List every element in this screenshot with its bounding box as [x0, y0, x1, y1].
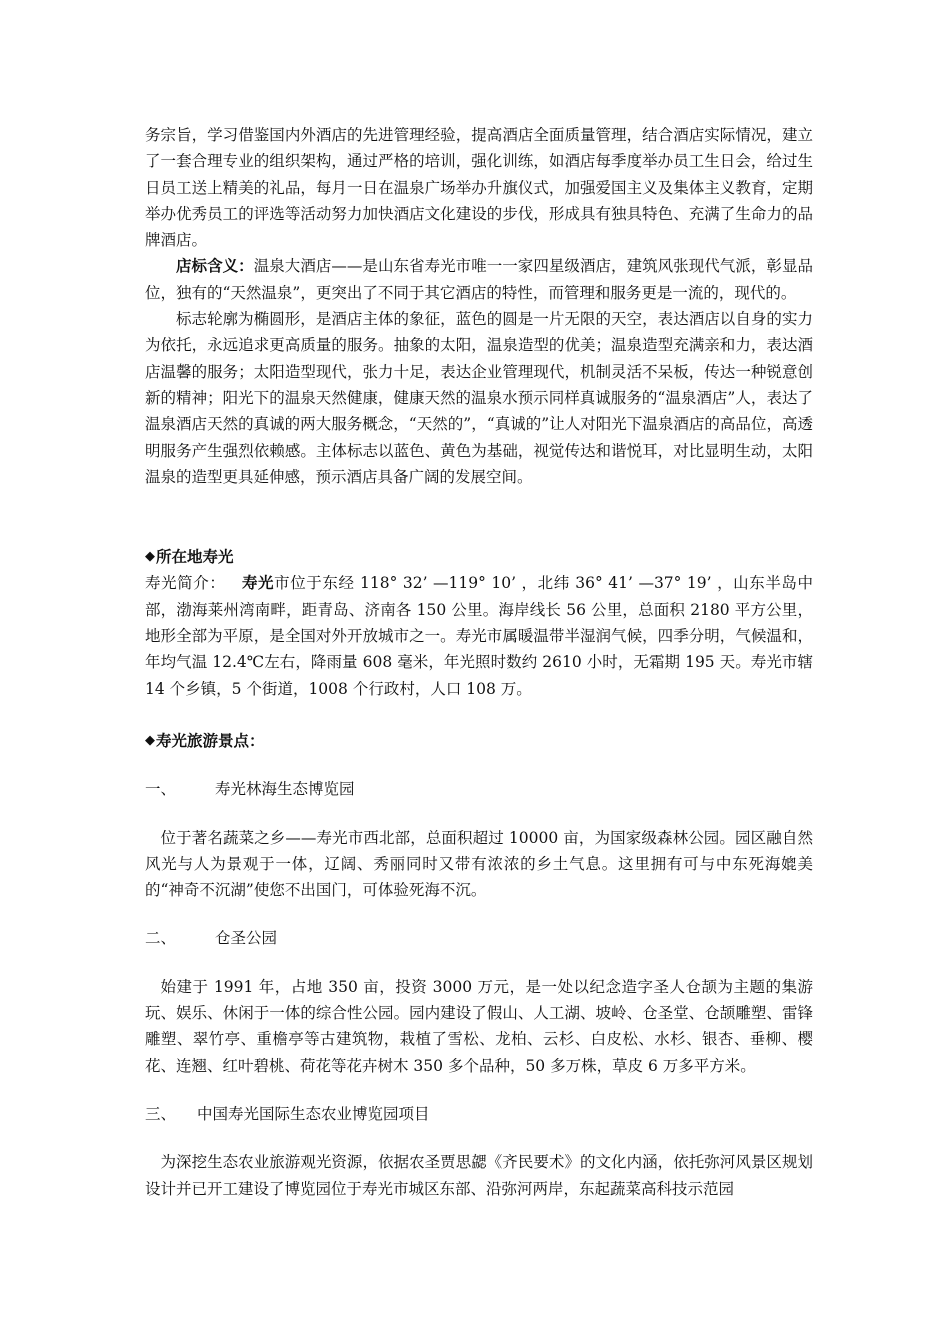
location-text: 市位于东经 118° 32’ —119° 10’ ，北纬 36° 41’ —37° 19’ ，山东半岛中部，渤海莱州湾南畔，距青岛、济南各 150 公里。海岸线长 56 公里，总面积 2180 平方公里，地形全部为平原，是全国对外开放城市之一。寿光市属暖温带半湿润气候，四季分明，气候温和，年均气温 12.4℃左右，降雨量 608 毫米，年光照时数约 2610 小时，无霜期 195 天。寿光市辖 14 个乡镇，5 个街道，1008 个行政村，人口 108 万。 — [145, 574, 813, 698]
location-heading-text: 所在地寿光 — [156, 547, 234, 567]
spacer — [145, 490, 813, 544]
location-paragraph — [145, 570, 813, 701]
diamond-bullet-icon: ◆ — [145, 549, 155, 565]
attraction-3-text: 为深挖生态农业旅游观光资源，依据农圣贾思勰《齐民要术》的文化内涵，依托弥河风景区规划设计并已开工建设了博览园位于寿光市城区东部、沿弥河两岸，东起蔬菜高科技示范园 — [145, 1153, 813, 1198]
spacer — [145, 803, 813, 825]
attraction-1-text: 位于著名蔬菜之乡——寿光市西北部，总面积超过 10000 亩，为国家级森林公园。园区融自然风光与人为景观于一体，辽阔、秀丽同时又带有浓浓的乡土气息。这里拥有可与中东死海媲美的“神奇不沉湖”使您不出国门，可体验死海不沉。 — [145, 828, 813, 900]
attraction-3-title: 中国寿光国际生态农业博览园项目 — [197, 1104, 430, 1123]
attraction-1-title: 寿光林海生态博览园 — [215, 780, 355, 799]
diamond-bullet-icon: ◆ — [145, 732, 155, 748]
attractions-heading-text: 寿光旅游景点： — [156, 730, 265, 750]
spacer — [145, 1127, 813, 1149]
logo-meaning-label: 店标含义： — [176, 256, 254, 276]
attraction-2-heading — [145, 925, 813, 951]
spacer — [145, 1079, 813, 1101]
logo-description-paragraph: 标志轮廓为椭圆形，是酒店主体的象征，蓝色的圆是一片无限的天空，表达酒店以自身的实力为依托，永远追求更高质量的服务。抽象的太阳，温泉造型的优美；温泉造型充满亲和力，表达酒店温馨的服务；太阳造型现代，张力十足，表达企业管理现代，机制灵活不呆板，传达一种锐意创新的精神；阳光下的温泉天然健康，健康天然的温泉水预示同样真诚服务的“温泉酒店”人，表达了温泉酒店天然的真诚的两大服务概念，“天然的”，“真诚的”让人对阳光下温泉酒店的高品位，高透明服务产生强烈依赖感。主体标志以蓝色、黄色为基础，视觉传达和谐悦耳，对比显明生动，太阳温泉的造型更具延伸感，预示酒店具备广阔的发展空间。 — [145, 310, 813, 486]
logo-meaning-text: 温泉大酒店——是山东省寿光市唯一一家四星级酒店，建筑风张现代气派，彰显品位，独有的“天然温泉”，更突出了不同于其它酒店的特性，而管理和服务更是一流的，现代的。 — [145, 257, 813, 302]
logo-meaning-paragraph — [145, 253, 813, 306]
attraction-2-number: 二、 — [145, 929, 177, 948]
intro-paragraph: 务宗旨，学习借鉴国内外酒店的先进管理经验，提高酒店全面质量管理，结合酒店实际情况，建立了一套合理专业的组织架构，通过严格的培训，强化训练，如酒店每季度举办员工生日会，给过生日员工送上精美的礼品，每月一日在温泉广场举办升旗仪式，加强爱国主义及集体主义教育，定期举办优秀员工的评选等活动努力加快酒店文化建设的步伐，形成具有独具特色、充满了生命力的品牌酒店。 — [145, 126, 813, 250]
attraction-3-number: 三、 — [145, 1104, 177, 1123]
document-page — [145, 122, 813, 1202]
attraction-1-number: 一、 — [145, 780, 177, 799]
spacer — [145, 702, 813, 728]
spacer — [145, 903, 813, 925]
location-heading — [145, 544, 813, 570]
location-intro-label: 寿光简介： — [145, 574, 226, 593]
location-city-name: 寿光 — [241, 573, 275, 593]
attractions-heading — [145, 728, 813, 754]
attraction-3-heading — [145, 1101, 813, 1127]
attraction-2-title: 仓圣公园 — [215, 929, 278, 948]
spacer — [145, 952, 813, 974]
attraction-2-text: 始建于 1991 年，占地 350 亩，投资 3000 万元，是一处以纪念造字圣人仓颉为主题的集游玩、娱乐、休闲于一体的综合性公园。园内建设了假山、人工湖、坡岭、仓圣堂、仓颉雕塑、雷锋雕塑、翠竹亭、重檐亭等古建筑物，栽植了雪松、龙柏、云杉、白皮松、水杉、银杏、垂柳、樱花、连翘、红叶碧桃、荷花等花卉树木 350 多个品种，50 多万株，草皮 6 万多平方米。 — [145, 977, 813, 1075]
attraction-1-heading — [145, 776, 813, 802]
spacer — [145, 754, 813, 776]
